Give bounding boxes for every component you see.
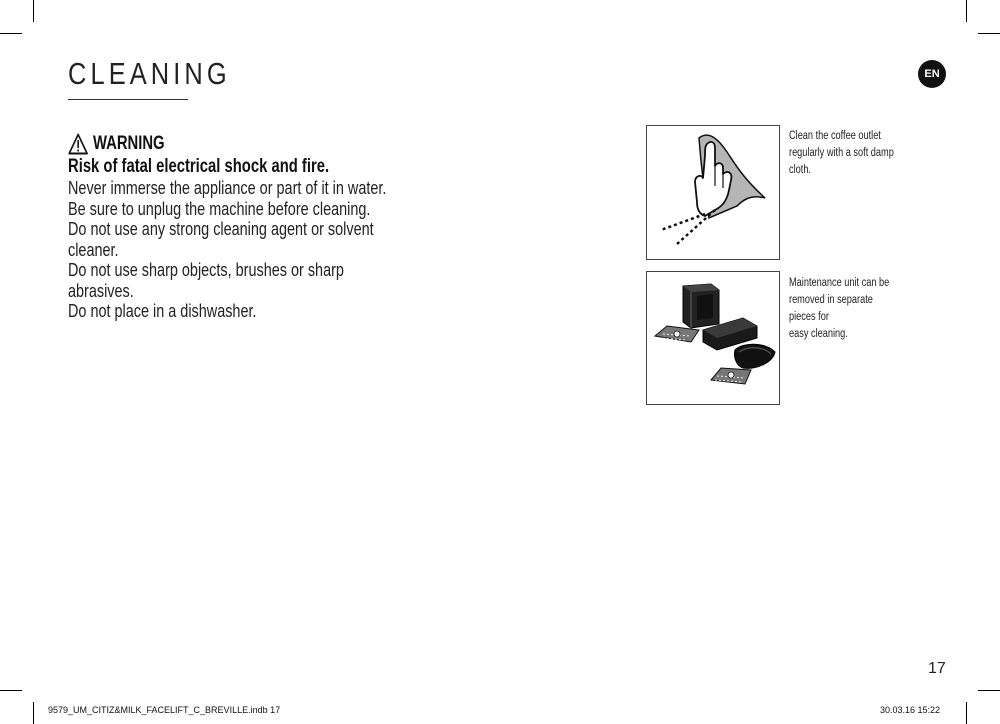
- title-underline: [68, 99, 188, 100]
- caption-line: Maintenance unit can be: [789, 277, 890, 289]
- warning-triangle-icon: [68, 133, 88, 155]
- language-badge: EN: [918, 60, 946, 88]
- figure-caption: [789, 128, 901, 179]
- figure-maintenance-unit: [646, 271, 780, 405]
- warning-risk: Risk of fatal electrical shock and fire.: [68, 156, 330, 177]
- warning-title: WARNING: [92, 133, 165, 154]
- crop-mark: [0, 690, 22, 691]
- caption-line: cloth.: [789, 164, 811, 176]
- figure-caption: [789, 275, 901, 343]
- caption-line: regularly with a soft damp: [789, 147, 894, 159]
- maintenance-unit-parts-icon: [647, 272, 779, 404]
- footer-date: 30.03.16 15:22: [880, 705, 941, 715]
- warning-line: Do not use any strong cleaning agent or solvent cleaner.: [68, 218, 374, 260]
- warning-line: Do not place in a dishwasher.: [68, 300, 257, 321]
- warning-line: Never immerse the appliance or part of it in water.: [68, 177, 387, 198]
- hand-wiping-outlet-icon: [647, 126, 779, 259]
- crop-mark: [33, 0, 34, 22]
- page-number: 17: [928, 660, 946, 677]
- crop-mark: [978, 33, 1000, 34]
- caption-line: easy cleaning.: [789, 328, 848, 340]
- caption-line: Clean the coffee outlet: [789, 130, 881, 142]
- page-title: CLEANING: [68, 56, 231, 91]
- footer-file-info: 9579_UM_CITIZ&MILK_FACELIFT_C_BREVILLE.indb 17: [48, 705, 281, 715]
- warning-heading: [68, 132, 396, 156]
- crop-mark: [966, 702, 967, 724]
- warning-line: Be sure to unplug the machine before cleaning.: [68, 197, 371, 219]
- warning-line: Do not use sharp objects, brushes or sharp abrasives.: [68, 259, 344, 301]
- crop-mark: [33, 702, 34, 724]
- crop-mark: [966, 0, 967, 22]
- crop-mark: [0, 33, 22, 34]
- caption-line: removed in separate pieces for: [789, 294, 873, 323]
- warning-block: [68, 132, 396, 322]
- figure-coffee-outlet: [646, 125, 780, 260]
- crop-mark: [978, 690, 1000, 691]
